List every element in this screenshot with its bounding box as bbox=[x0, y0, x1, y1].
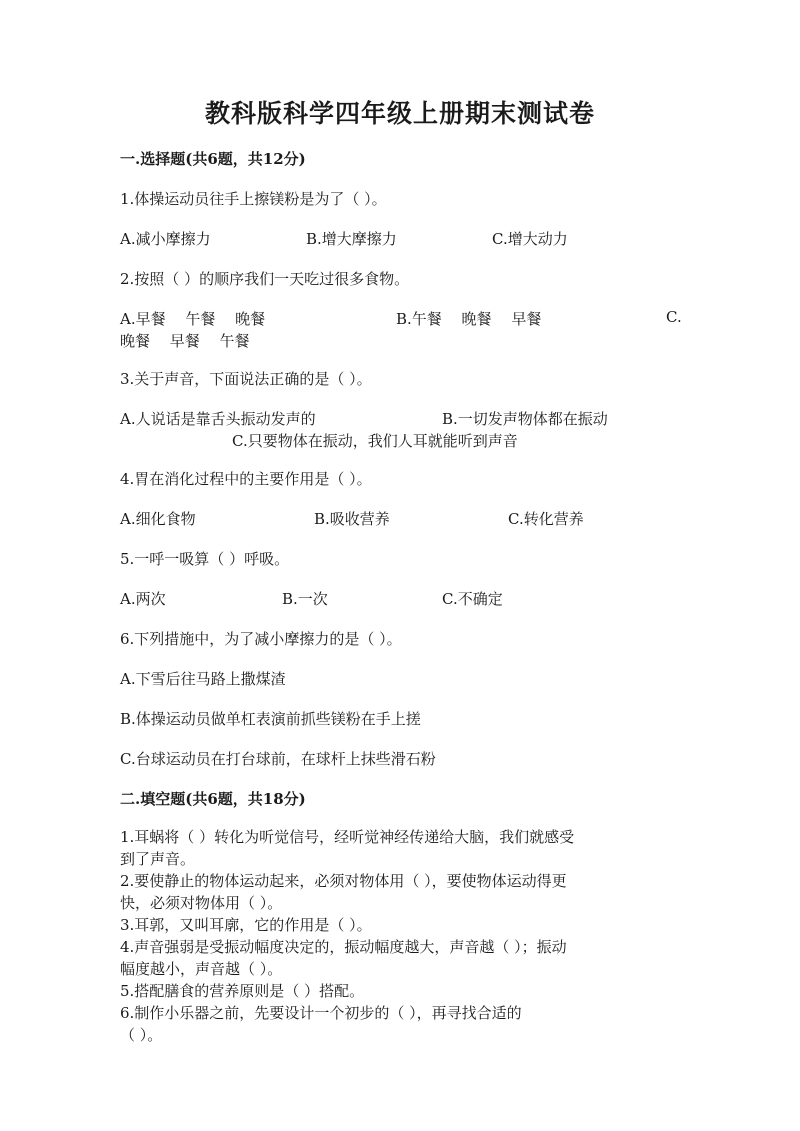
fill-line-1: 1.耳蜗将（ ）转化为听觉信号，经听觉神经传递给大脑，我们就感受 bbox=[120, 828, 575, 846]
question-3-option-a: A.人说话是靠舌头振动发声的 bbox=[120, 410, 316, 428]
question-1-option-c: C.增大动力 bbox=[492, 230, 568, 248]
question-6-option-a: A.下雪后往马路上撒煤渣 bbox=[120, 670, 286, 688]
question-1-option-b: B.增大摩擦力 bbox=[306, 230, 397, 248]
section-heading-choice: 一.选择题(共6题，共12分) bbox=[120, 150, 306, 168]
question-5-option-b: B.一次 bbox=[282, 590, 328, 608]
fill-line-8: 5.搭配膳食的营养原则是（ ）搭配。 bbox=[120, 982, 365, 1000]
question-4-option-a: A.细化食物 bbox=[120, 510, 196, 528]
question-6-stem: 6.下列措施中，为了减小摩擦力的是（ ）。 bbox=[120, 630, 402, 648]
fill-line-4: 快，必须对物体用（ ）。 bbox=[120, 894, 283, 912]
question-2-option-c-text: 晚餐 早餐 午餐 bbox=[120, 332, 250, 350]
question-2-option-a: A.早餐 午餐 晚餐 bbox=[120, 310, 266, 328]
question-3-option-c: C.只要物体在振动，我们人耳就能听到声音 bbox=[232, 432, 518, 450]
question-5-option-a: A.两次 bbox=[120, 590, 166, 608]
fill-line-5: 3.耳郭，又叫耳廓，它的作用是（ ）。 bbox=[120, 916, 372, 934]
question-4-option-c: C.转化营养 bbox=[508, 510, 584, 528]
section-heading-fill-in: 二.填空题(共6题，共18分) bbox=[120, 790, 306, 808]
question-1-option-a: A.减小摩擦力 bbox=[120, 230, 211, 248]
question-3-stem: 3.关于声音，下面说法正确的是（ ）。 bbox=[120, 370, 372, 388]
question-5-option-c: C.不确定 bbox=[442, 590, 503, 608]
fill-line-3: 2.要使静止的物体运动起来，必须对物体用（ ），要使物体运动得更 bbox=[120, 872, 567, 890]
question-1-stem: 1.体操运动员往手上擦镁粉是为了（ ）。 bbox=[120, 190, 387, 208]
fill-line-10: （ ）。 bbox=[120, 1026, 163, 1044]
page-title: 教科版科学四年级上册期末测试卷 bbox=[204, 99, 595, 128]
fill-line-9: 6.制作小乐器之前，先要设计一个初步的（ ），再寻找合适的 bbox=[120, 1004, 522, 1022]
fill-line-2: 到了声音。 bbox=[120, 850, 196, 868]
question-4-stem: 4.胃在消化过程中的主要作用是（ ）。 bbox=[120, 470, 372, 488]
question-4-option-b: B.吸收营养 bbox=[314, 510, 390, 528]
question-6-option-c: C.台球运动员在打台球前，在球杆上抹些滑石粉 bbox=[120, 750, 436, 768]
fill-line-7: 幅度越小，声音越（ ）。 bbox=[120, 960, 283, 978]
question-2-option-c-label: C. bbox=[666, 308, 682, 326]
fill-line-6: 4.声音强弱是受振动幅度决定的，振动幅度越大，声音越（ ）；振动 bbox=[120, 938, 567, 956]
question-2-option-b: B.午餐 晚餐 早餐 bbox=[396, 310, 542, 328]
question-6-option-b: B.体操运动员做单杠表演前抓些镁粉在手上搓 bbox=[120, 710, 421, 728]
question-5-stem: 5.一呼一吸算（ ）呼吸。 bbox=[120, 550, 290, 568]
question-3-option-b: B.一切发声物体都在振动 bbox=[442, 410, 608, 428]
question-2-stem: 2.按照（ ）的顺序我们一天吃过很多食物。 bbox=[120, 270, 410, 288]
